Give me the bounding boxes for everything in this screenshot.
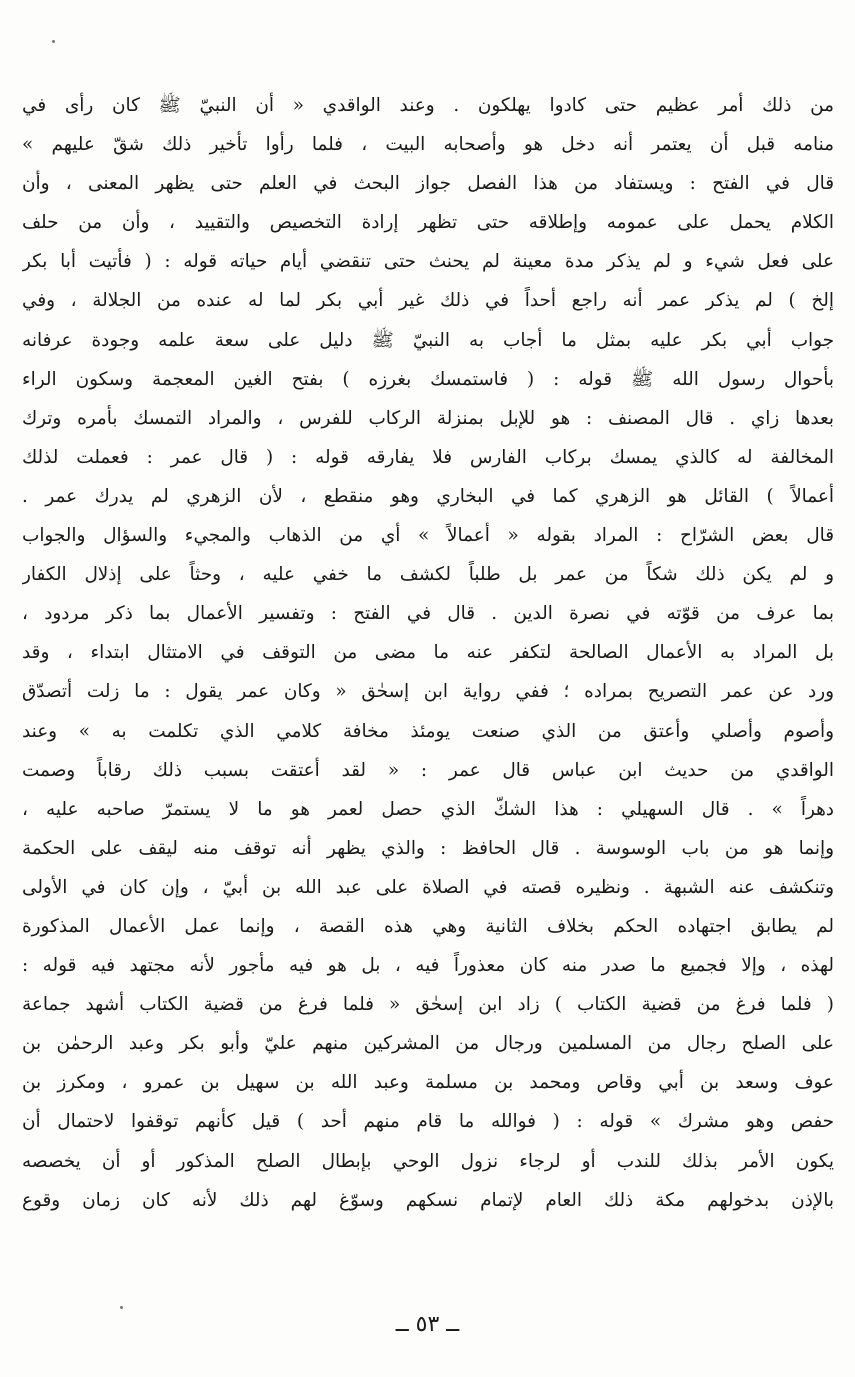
text-line: حفص وهو مشرك » قوله : ( فوالله ما قام منهم أحد ) قيل كأنهم توقفوا لاحتمال أن	[22, 1111, 834, 1133]
body-text	[22, 86, 834, 1220]
text-line: بالإذن بدخولهم مكة ذلك العام لإتمام نسكهم وسوّغ لهم ذلك لأنه كان زمان وقوع	[22, 1189, 834, 1211]
text-line: و لم يكن ذلك شكاً من عمر بل طلباً لكشف ما خفي عليه ، وحثاً على إذلال الكفار	[22, 564, 834, 586]
text-line: بل المراد به الأعمال الصالحة لتكفر عنه ما مضى من التوقف في الامتثال ابتداء ، وقد	[22, 642, 834, 664]
text-line: الكلام يحمل على عمومه وإطلاقه حتى تظهر إرادة التخصيص والتقييد ، وأن من حلف	[22, 212, 834, 234]
text-line: قال بعض الشرّاح : المراد بقوله « أعمالاً » أي من الذهاب والمجيء والسؤال والجواب	[22, 525, 834, 547]
text-line: دهراً » . قال السهيلي : هذا الشكّ الذي حصل لعمر هو ما لا يستمرّ صاحبه عليه ،	[22, 798, 834, 820]
text-line: قال في الفتح : ويستفاد من هذا الفصل جواز البحث في العلم حتى يظهر المعنى ، وأن	[22, 173, 834, 195]
text-line: المخالفة له كالذي يمسك بركاب الفارس فلا يفارقه قوله : ( قال عمر : فعملت لذلك	[22, 446, 834, 468]
text-line: بما عرف من قوّته في نصرة الدين . قال في الفتح : وتفسير الأعمال بما ذكر مردود ،	[22, 603, 834, 625]
text-line: بعدها زاي . قال المصنف : هو للإبل بمنزلة الركاب للفرس ، والمراد التمسك بأمره وترك	[22, 407, 834, 429]
text-line: الواقدي من حديث ابن عباس قال عمر : « لقد أعتقت بسبب ذلك رقاباً وصمت	[22, 759, 834, 781]
text-line: من ذلك أمر عظيم حتى كادوا يهلكون . وعند الواقدي « أن النبيّ ﷺ كان رأى في	[22, 95, 834, 116]
text-line: جواب أبي بكر عليه بمثل ما أجاب به النبيّ ﷺ دليل على سعة علمه وجودة عرفانه	[22, 329, 834, 351]
text-line: بأحوال رسول الله ﷺ قوله : ( فاستمسك بغرزه ) بفتح الغين المعجمة وسكون الراء	[22, 368, 834, 390]
text-line: على الصلح رجال من المسلمين ورجال من المشركين منهم عليّ وأبو بكر وعبد الرحمٰن بن	[22, 1033, 834, 1055]
text-line: منامه قبل أن يعتمر أنه دخل هو وأصحابه البيت ، فلما رأوا تأخير ذلك شقّ عليهم »	[22, 134, 834, 156]
text-line: لهذه ، وإلا فجميع ما صدر منه كان معذوراً فيه ، بل هو فيه مأجور لأنه مجتهد فيه قوله :	[22, 955, 834, 977]
scan-speck	[52, 40, 55, 43]
text-line: عوف وسعد بن أبي وقاص ومحمد بن مسلمة وعبد الله بن سهيل بن عمرو ، ومكرز بن	[22, 1072, 834, 1094]
text-line: وتنكشف عنه الشبهة . ونظيره قصته في الصلاة على عبد الله بن أبيّ ، وإن كان في الأولى	[22, 876, 834, 898]
text-line: وأصوم وأصلي وأعتق من الذي صنعت يومئذ مخافة كلامي الذي تكلمت به » وعند	[22, 720, 834, 742]
text-line: لم يطابق اجتهاده الحكم بخلاف الثانية وهي هذه القصة ، وإنما عمل الأعمال المذكورة	[22, 915, 834, 937]
text-line: وإنما هو من باب الوسوسة . قال الحافظ : والذي يظهر أنه توقف منه ليقف على الحكمة	[22, 837, 834, 859]
scan-speck	[120, 1306, 123, 1309]
text-line: ورد عن عمر التصريح بمراده ؛ ففي رواية ابن إسحٰق « وكان عمر يقول : ما زلت أتصدّق	[22, 681, 834, 703]
text-line: إلخ ) لم يذكر عمر أنه راجع أحداً في ذلك غير أبي بكر لما له عنده من الجلالة ، وفي	[22, 290, 834, 312]
text-line: ( فلما فرغ من قضية الكتاب ) زاد ابن إسحٰق « فلما فرغ من قضية الكتاب أشهد جماعة	[22, 994, 834, 1016]
text-line: على فعل شيء و لم يذكر مدة معينة لم يحنث حتى تنقضي أيام حياته قوله : ( فأتيت أبا بكر	[22, 251, 834, 273]
text-line: أعمالاً ) القائل هو الزهري كما في البخاري وهو منقطع ، لأن الزهري لم يدرك عمر .	[22, 485, 834, 507]
page-number: ــ ٥٣ ــ	[395, 1312, 460, 1337]
text-line: يكون الأمر بذلك للندب أو لرجاء نزول الوحي بإبطال الصلح المذكور أو أن يخصصه	[22, 1150, 834, 1172]
